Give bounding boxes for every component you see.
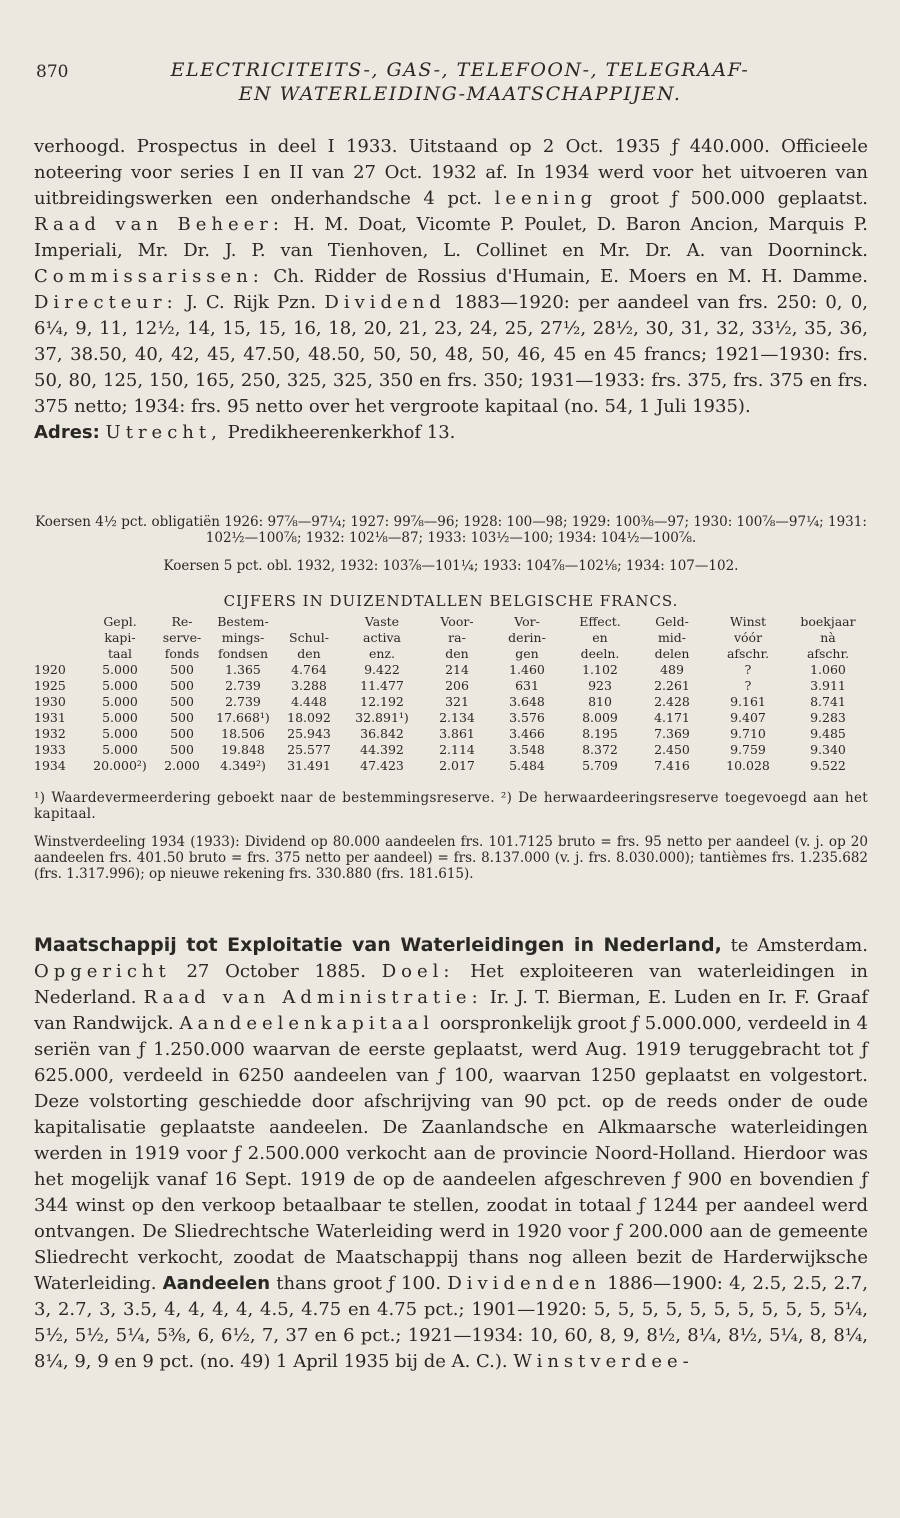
table-cell: 4.349²) [220,758,266,773]
table-cell: 5.000 [102,710,138,725]
table-header-cell: mings- [221,630,265,645]
table-header-cell: gen [515,646,539,661]
table-row [34,758,868,774]
table-cell: 2.134 [439,710,475,725]
table-cell: 5.000 [102,662,138,677]
table-header-cell: Geld- [655,614,689,629]
table-header-cell: delen [654,646,690,661]
commissarissen-label: Commissarissen: [34,266,264,287]
header-line-2: EN WATERLEIDING-MAATSCHAPPIJEN. [238,83,682,105]
aandeelenkapitaal-label: Aandeelenkapitaal [179,1013,435,1034]
table-header-cell: Voor- [440,614,474,629]
table-header-cell: fonds [164,646,200,661]
intro-text-1: verhoogd. Prospectus in deel I 1933. Uitstaand op 2 Oct. 1935 ƒ 440.000. Officieele noteering voor series I en II van 27 Oct. 1932 af. In 1934 werd voor het uitvoeren van uitbreidingswerken een onderhandsche 4 pct. [34,136,868,209]
table-cell: 810 [588,694,612,709]
table-header-cell [34,630,84,646]
table-year-cell: 1933 [34,742,66,757]
table-cell: 5.709 [582,758,618,773]
cijfers-table [34,614,868,774]
table-header-cell: en [592,630,608,645]
table-header-row [34,630,868,646]
table-cell: 5.484 [509,758,545,773]
table-cell: 631 [515,678,539,693]
table-header-row [34,614,868,630]
table-cell: 3.648 [509,694,545,709]
table-row [34,726,868,742]
winstverdeeling-label: Winstverdee- [513,1351,694,1372]
dividenden-text: 1886—1900: 4, 2.5, 2.5, 2.7, 3, 2.7, 3, 3.5, 4, 4, 4, 4, 4.5, 4.75 en 4.75 pct.; 1901—1920: 5, 5, 5, 5, 5, 5, 5, 5, 5, 5, 5¼, 5½, 5½, 5¼, 5⅜, 6, 6½, 7, 37 en 6 pct.; 1921—1934: 10, 60, 8, 9, 8½, 8¼, 8½, 5¼, 8, 8¼, 8¼, 9, 9 en 9 pct. (no. 49) 1 April 1935 bij de A. C.). [34,1273,868,1372]
table-cell: 9.161 [730,694,766,709]
table-cell: 25.577 [287,742,331,757]
table-cell: 4.171 [654,710,690,725]
table-cell: 5.000 [102,726,138,741]
table-cell: 3.548 [509,742,545,757]
table-header-cell [34,646,84,662]
table-row [34,678,868,694]
table-header-cell: Vaste [364,614,400,629]
table-cell: ? [744,662,752,677]
table-cell: 9.522 [810,758,846,773]
table-cell: 489 [660,662,684,677]
table-cell: 31.491 [287,758,331,773]
table-cell: 1.365 [225,662,261,677]
table-cell: 2.017 [439,758,475,773]
table-cell: 25.943 [287,726,331,741]
kapitaal-text: oorspronkelijk groot ƒ 5.000.000, verdeeld in 4 seriën van ƒ 1.250.000 waarvan de eerste geplaatst, werd Aug. 1919 teruggebracht tot ƒ 625.000, verdeeld in 6250 aandeelen van ƒ 100, waarvan 1250 geplaatst en volgestort. Deze volstorting geschiedde door afschrijving van 90 pct. op de reeds onder de oude kapitalisatie geplaatste aandeelen. De Zaanlandsche en Alkmaarsche waterleidingen werden in 1919 voor ƒ 2.500.000 verkocht aan de provincie Noord-Holland. Hierdoor was het mogelijk vanaf 16 Sept. 1919 de op de aandeelen afgeschreven ƒ 900 en bovendien ƒ 344 winst op den verkoop betaalbaar te stellen, zoodat in totaal ƒ 1244 per aandeel werd ontvangen. De Sliedrechtsche Waterleiding werd in 1920 voor ƒ 200.000 aan de gemeente Sliedrecht verkocht, zoodat de Maatschappij thans nog alleen bezit de Harderwijksche Waterleiding. [34,1013,868,1294]
adres-label: Adres: [34,422,100,443]
intro-text-6: 1883—1920: per aandeel van frs. 250: 0, 0, 6¼, 9, 11, 12½, 14, 15, 15, 16, 18, 20, 21, 23, 24, 25, 27½, 28½, 30, 31, 32, 33½, 35, 36, 37, 38.50, 40, 42, 45, 47.50, 48.50, 50, 50, 48, 50, 46, 45 en 45 francs; 1921—1930: frs. 50, 80, 125, 150, 165, 250, 325, 325, 350 en frs. 350; 1931—1933: frs. 375, frs. 375 en frs. 375 netto; 1934: frs. 95 netto over het vergroote kapitaal (no. 54, 1 Juli 1935). [34,292,868,417]
table-cell: 2.739 [225,678,261,693]
adres-line [34,420,868,446]
table-cell: 5.000 [102,694,138,709]
table-cell: 500 [170,694,194,709]
table-cell: 2.000 [164,758,200,773]
table-cell: 36.842 [360,726,404,741]
table-cell: 923 [588,678,612,693]
aandeelen-text: thans groot ƒ 100. [276,1273,442,1294]
table-header-cell: derin- [508,630,546,645]
table-cell: 206 [445,678,469,693]
table-year-cell: 1920 [34,662,66,677]
table-cell: 214 [445,662,469,677]
table-year-cell: 1932 [34,726,66,741]
koersen-obligaties-1: Koersen 4½ pct. obligatiën 1926: 97⅞—97¼; 1927: 99⅞—96; 1928: 100—98; 1929: 100⅜—97; 1930: 100⅞—97¼; 1931: 102½—100⅞; 1932: 102⅛—87; 1933: 103½—100; 1934: 104½—100⅞. [35,514,867,546]
dividenden-label: Dividenden [447,1273,601,1294]
table-cell: 4.764 [291,662,327,677]
table-cell: 12.192 [360,694,404,709]
table-header-cell: afschr. [726,646,770,661]
table-cell: 9.407 [730,710,766,725]
table-cell: 1.060 [810,662,846,677]
table-header-cell: Bestem- [217,614,269,629]
table-header-cell [34,614,84,630]
table-header-cell: den [297,646,321,661]
table-cell: 2.739 [225,694,261,709]
table-cell: 2.428 [654,694,690,709]
intro-text-5: J. C. Rijk Pzn. [186,292,317,313]
table-cell: 1.460 [509,662,545,677]
table-cell: ? [744,678,752,693]
table-year-cell: 1925 [34,678,66,693]
table-row [34,710,868,726]
table-cell: 8.372 [582,742,618,757]
table-header-row [34,646,868,662]
table-header-cell: Effect. [579,614,621,629]
table-header-cell: nà [820,630,836,645]
table-cell: 3.466 [509,726,545,741]
table-cell: 3.288 [291,678,327,693]
table-cell: 500 [170,742,194,757]
table-cell: 11.477 [360,678,404,693]
intro-text-3: H. M. Doat, Vicomte P. Poulet, D. Baron Ancion, Marquis P. Imperiali, Mr. Dr. J. P. van Tienhoven, L. Collinet en Mr. Dr. A. van Doorninck. [34,214,868,261]
winstverdeeling-paragraph: Winstverdeeling 1934 (1933): Dividend op 80.000 aandeelen frs. 101.7125 bruto = frs. 95 netto per aandeel (v. j. op 20 aandeelen frs. 401.50 bruto = frs. 375 netto per aandeel) = frs. 8.137.000 (v. j. frs. 8.030.000); tantièmes frs. 1.235.682 (frs. 1.317.996); op nieuwe rekening frs. 330.880 (frs. 181.615). [34,834,868,882]
opgericht-date: 27 October 1885. [186,961,367,982]
table-cell: 9.710 [730,726,766,741]
table-cell: 9.340 [810,742,846,757]
intro-text-2: groot ƒ 500.000 geplaatst. [609,188,868,209]
table-header-cell: vóór [733,630,763,645]
table-header-cell: kapi- [104,630,136,645]
page-header [120,58,800,106]
table-header-cell: activa [363,630,401,645]
raad-text: Ir. J. T. Bierman, E. Luden en Ir. F. Graaf van Randwijck. [34,987,868,1034]
table-cell: 3.576 [509,710,545,725]
table-header-cell: den [445,646,469,661]
table-header-cell: serve- [162,630,202,645]
table-row [34,742,868,758]
table-cell: 3.911 [810,678,846,693]
raad-van-beheer-label: Raad van Beheer: [34,214,284,235]
table-header-cell: deeln. [580,646,620,661]
table-cell: 8.009 [582,710,618,725]
table-header-cell: afschr. [806,646,850,661]
table-cell: 19.848 [221,742,265,757]
intro-paragraph [34,134,868,446]
table-cell: 9.422 [364,662,400,677]
table-header-cell [278,614,340,630]
raad-van-administratie-label: Raad van Administratie: [143,987,483,1008]
table-cell: 8.195 [582,726,618,741]
table-header-cell: mid- [657,630,687,645]
table-cell: 5.000 [102,742,138,757]
table-cell: 9.485 [810,726,846,741]
table-cell: 9.283 [810,710,846,725]
table-cell: 3.861 [439,726,475,741]
opgericht-label: Opgericht [34,961,171,982]
company-location: te Amsterdam. [730,935,868,956]
table-cell: 5.000 [102,678,138,693]
table-cell: 500 [170,662,194,677]
table-cell: 44.392 [360,742,404,757]
table-year-cell: 1931 [34,710,66,725]
table-header-cell: boekjaar [800,614,856,629]
table-footnote: ¹) Waardevermeerdering geboekt naar de bestemmingsreserve. ²) De herwaardeeringsreserve toegevoegd aan het kapitaal. [34,790,868,822]
table-cell: 9.759 [730,742,766,757]
directeur-label: Directeur: [34,292,178,313]
table-header-cell: Schul- [289,630,329,645]
table-cell: 500 [170,710,194,725]
table-title: CIJFERS IN DUIZENDTALLEN BELGISCHE FRANCS. [223,592,679,610]
table-cell: 7.416 [654,758,690,773]
table-header-cell: Vor- [514,614,540,629]
doel-text: Het exploiteeren van waterleidingen in Nederland. [34,961,868,1008]
page-number: 870 [36,62,69,82]
dividend-label: Dividend [324,292,446,313]
intro-text-4: Ch. Ridder de Rossius d'Humain, E. Moers en M. H. Damme. [273,266,868,287]
adres-city: Utrecht, [105,422,222,443]
table-header-cell: Re- [171,614,193,629]
table-cell: 7.369 [654,726,690,741]
table-header-cell: Winst [729,614,767,629]
table-header-cell: ra- [448,630,466,645]
table-cell: 1.102 [582,662,618,677]
table-header-cell: enz. [368,646,395,661]
table-year-cell: 1930 [34,694,66,709]
table-header-cell: fondsen [217,646,269,661]
table-cell: 4.448 [291,694,327,709]
koersen-obligaties-2: Koersen 5 pct. obl. 1932, 1932: 103⅞—101¼; 1933: 104⅞—102⅛; 1934: 107—102. [163,558,739,574]
table-row [34,694,868,710]
table-cell: 20.000²) [93,758,147,773]
header-line-1: ELECTRICITEITS-, GAS-, TELEFOON-, TELEGRAAF- [170,59,750,81]
table-cell: 47.423 [360,758,404,773]
table-cell: 2.450 [654,742,690,757]
table-cell: 2.114 [439,742,475,757]
adres-street: Predikheerenkerkhof 13. [227,422,456,443]
table-cell: 17.668¹) [216,710,270,725]
table-cell: 500 [170,678,194,693]
table-cell: 10.028 [726,758,770,773]
table-cell: 18.506 [221,726,265,741]
company-name: Maatschappij tot Exploitatie van Waterleidingen in Nederland, [34,934,722,956]
table-cell: 500 [170,726,194,741]
table-header-cell: Gepl. [103,614,137,629]
table-cell: 18.092 [287,710,331,725]
table-cell: 2.261 [654,678,690,693]
aandeelen-label: Aandeelen [162,1273,271,1294]
table-cell: 32.891¹) [355,710,409,725]
company-paragraph [34,932,868,1375]
doel-label: Doel: [381,961,455,982]
cijfers-table-wrap [34,614,868,774]
leening-label: leening [494,188,598,209]
table-header-cell: taal [108,646,132,661]
table-cell: 321 [445,694,469,709]
table-year-cell: 1934 [34,758,66,773]
table-cell: 8.741 [810,694,846,709]
table-row [34,662,868,678]
